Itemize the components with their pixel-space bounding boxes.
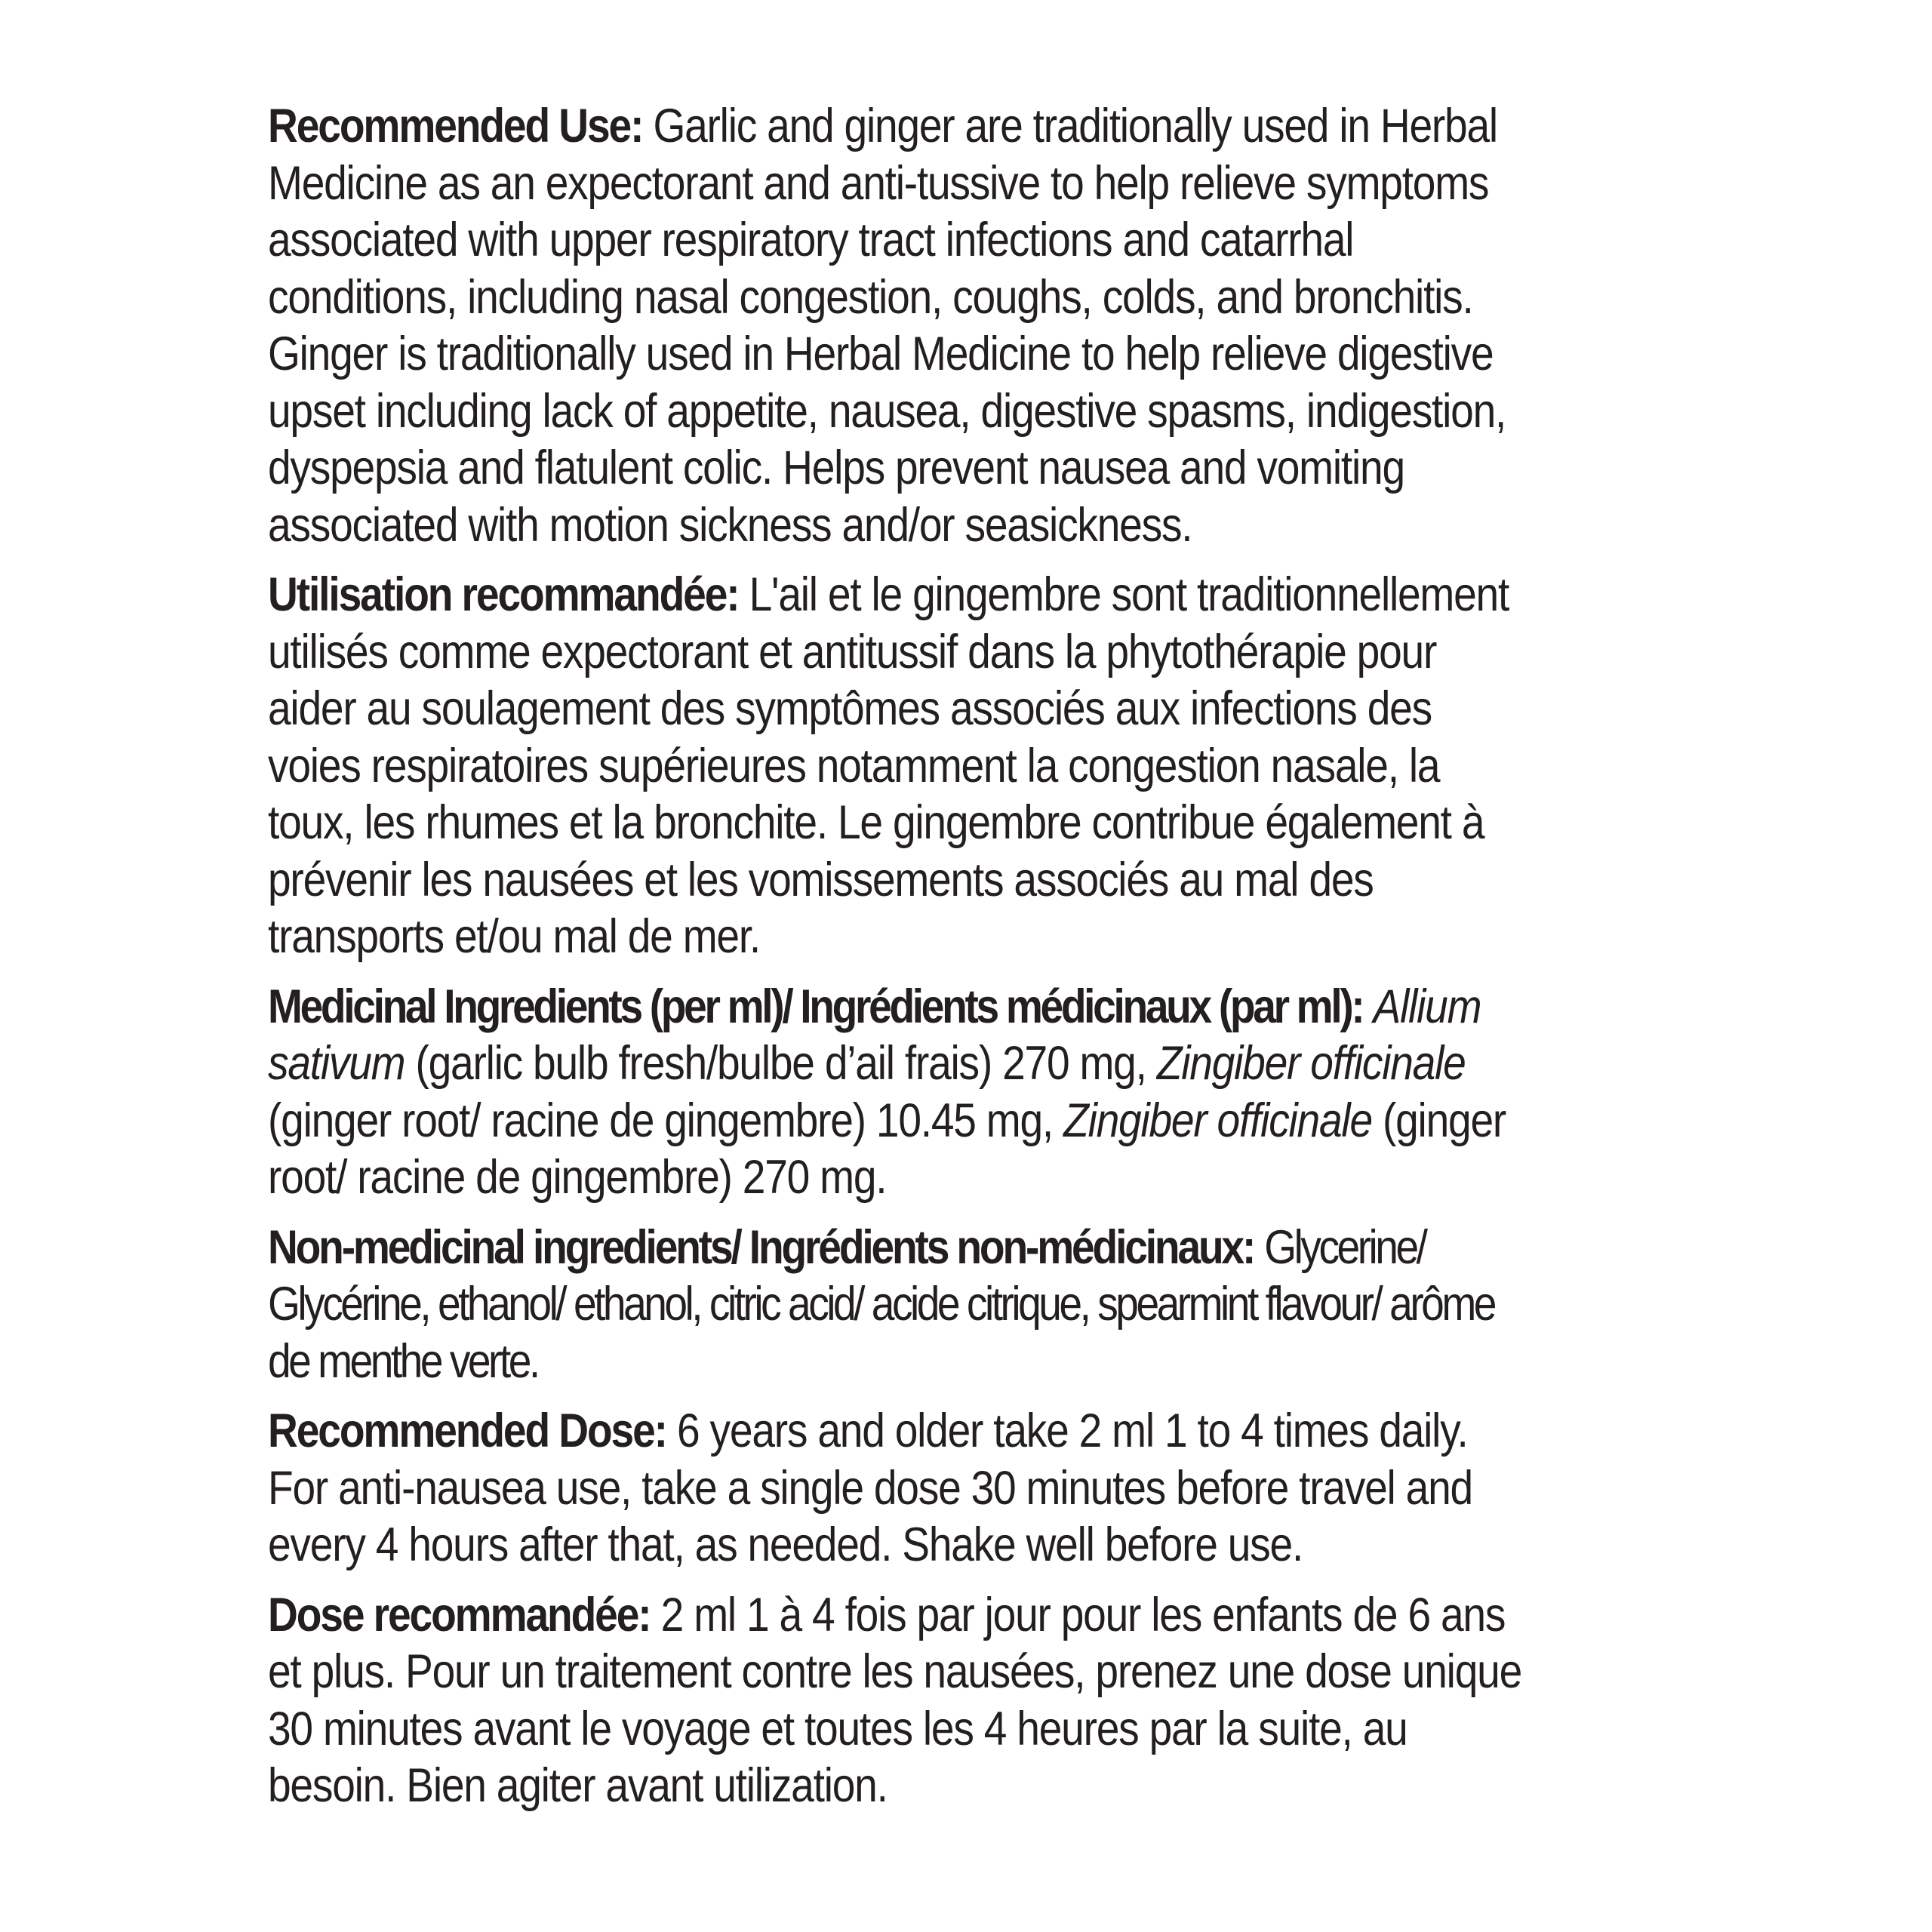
dose-recommandee-section [268, 1587, 1526, 1815]
recommended-dose-heading: Recommended Dose: [268, 1404, 666, 1457]
medicinal-ingredients-heading: Medicinal Ingredients (per ml)/ Ingrédients médicinaux (par ml): [268, 980, 1363, 1033]
utilisation-recommandee-section [268, 567, 1526, 966]
dose-recommandee-text: 2 ml 1 à 4 fois par jour pour les enfants de 6 ans et plus. Pour un traitement contre les nausées, prenez une dose unique 30 minutes avant le voyage et toutes les 4 heures par la suite, au besoin. Bien agiter avant utilization. [268, 1588, 1522, 1812]
utilisation-recommandee-heading: Utilisation recommandée: [268, 568, 739, 621]
recommended-use-section [268, 98, 1526, 554]
non-medicinal-ingredients-section [268, 1220, 1526, 1391]
recommended-use-text: Garlic and ginger are traditionally used in Herbal Medicine as an expectorant and anti-tussive to help relieve symptoms associated with upper respiratory tract infections and catarrhal conditions, including nasal congestion, coughs, colds, and bronchitis. Ginger is traditionally used in Herbal Medicine to help relieve digestive upset including lack of appetite, nausea, digestive spasms, indigestion, dyspepsia and flatulent colic. Helps prevent nausea and vomiting associated with motion sickness and/or seasickness. [268, 100, 1506, 552]
ingredient-1-latin-name: Allium sativum [268, 980, 1481, 1090]
utilisation-recommandee-text: L'ail et le gingembre sont traditionnellement utilisés comme expectorant et antitussif dans la phytothérapie pour aider au soulagement des symptômes associés aux infections des voies respiratoires supérieures notamment la congestion nasale, la toux, les rhumes et la bronchite. Le gingembre contribue également à prévenir les nausées et les vomissements associés au mal des transports et/ou mal de mer. [268, 568, 1509, 963]
ingredient-1-description: (garlic bulb fresh/bulbe d’ail frais) 270 mg, [415, 1037, 1146, 1090]
non-medicinal-ingredients-text: Glycerine/ Glycérine, ethanol/ ethanol, citric acid/ acide citrique, spearmint flavour/ arôme de menthe verte. [268, 1220, 1494, 1388]
recommended-dose-section [268, 1403, 1526, 1574]
dose-recommandee-heading: Dose recommandée: [268, 1588, 651, 1641]
ingredient-3-latin-name: Zingiber officinale [1063, 1094, 1372, 1147]
ingredient-2-latin-name: Zingiber officinale [1156, 1037, 1466, 1090]
medicinal-ingredients-section [268, 979, 1526, 1207]
ingredient-3-description: (ginger root/ racine de gingembre) 270 mg. [268, 1094, 1506, 1204]
recommended-dose-text: 6 years and older take 2 ml 1 to 4 times daily. For anti-nausea use, take a single dose 30 minutes before travel and every 4 hours after that, as needed. Shake well before use. [268, 1404, 1472, 1571]
product-label-text-panel [268, 98, 1526, 1828]
ingredient-2-description: (ginger root/ racine de gingembre) 10.45 mg, [268, 1094, 1054, 1147]
recommended-use-heading: Recommended Use: [268, 100, 643, 152]
non-medicinal-ingredients-heading: Non-medicinal ingredients/ Ingrédients non-médicinaux: [268, 1220, 1254, 1274]
